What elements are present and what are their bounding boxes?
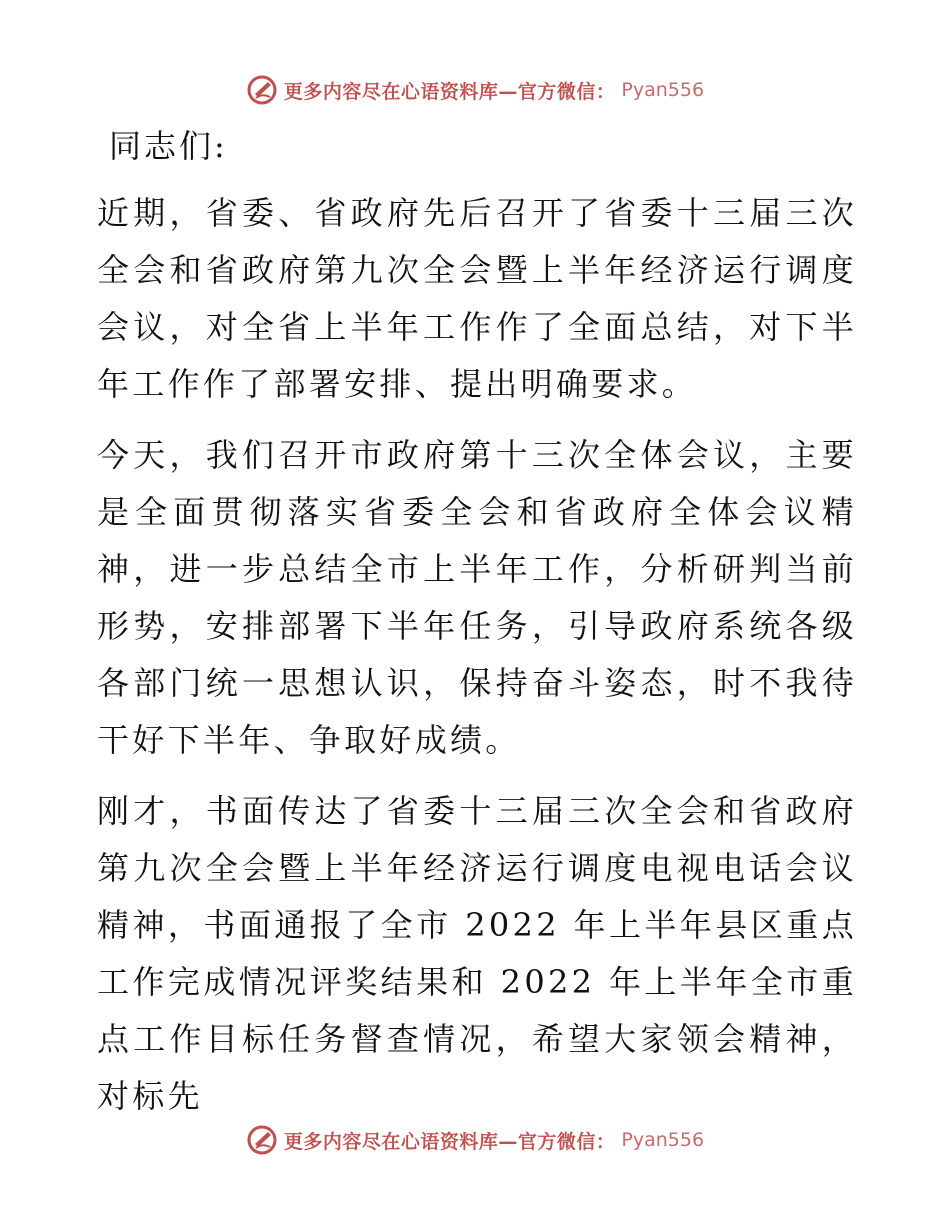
paragraph-2: 今天，我们召开市政府第十三次全体会议，主要是全面贯彻落实省委全会和省政府全体会议精神，进一步总结全市上半年工作，分析研判当前形势，安排部署下半年任务，引导政府系统各级各部门统一思想认识，保持奋斗姿态，时不我待干好下半年、争取好成绩。: [97, 436, 857, 759]
logo-icon: [246, 74, 278, 106]
watermark-handle: Pyan556: [621, 79, 705, 101]
logo-icon: [246, 1124, 278, 1156]
document-body: [97, 118, 857, 1125]
watermark-footer: [0, 1120, 950, 1160]
paragraph-1: 近期，省委、省政府先后召开了省委十三届三次全会和省政府第九次全会暨上半年经济运行调度会议，对全省上半年工作作了全面总结，对下半年工作作了部署安排、提出明确要求。: [97, 194, 857, 403]
watermark-text: 更多内容尽在心语资料库—官方微信：: [283, 80, 616, 103]
salutation: 同志们:: [109, 127, 228, 165]
watermark-header: [0, 70, 950, 110]
paragraph-3: 刚才，书面传达了省委十三届三次全会和省政府第九次全会暨上半年经济运行调度电视电话会议精神，书面通报了全市 2022 年上半年县区重点工作完成情况评奖结果和 2022 年上半年全市重点工作目标任务督查情况，希望大家领会精神，对标先: [97, 792, 857, 1115]
watermark-text: 更多内容尽在心语资料库—官方微信：: [283, 1130, 616, 1153]
watermark-handle: Pyan556: [621, 1129, 705, 1151]
